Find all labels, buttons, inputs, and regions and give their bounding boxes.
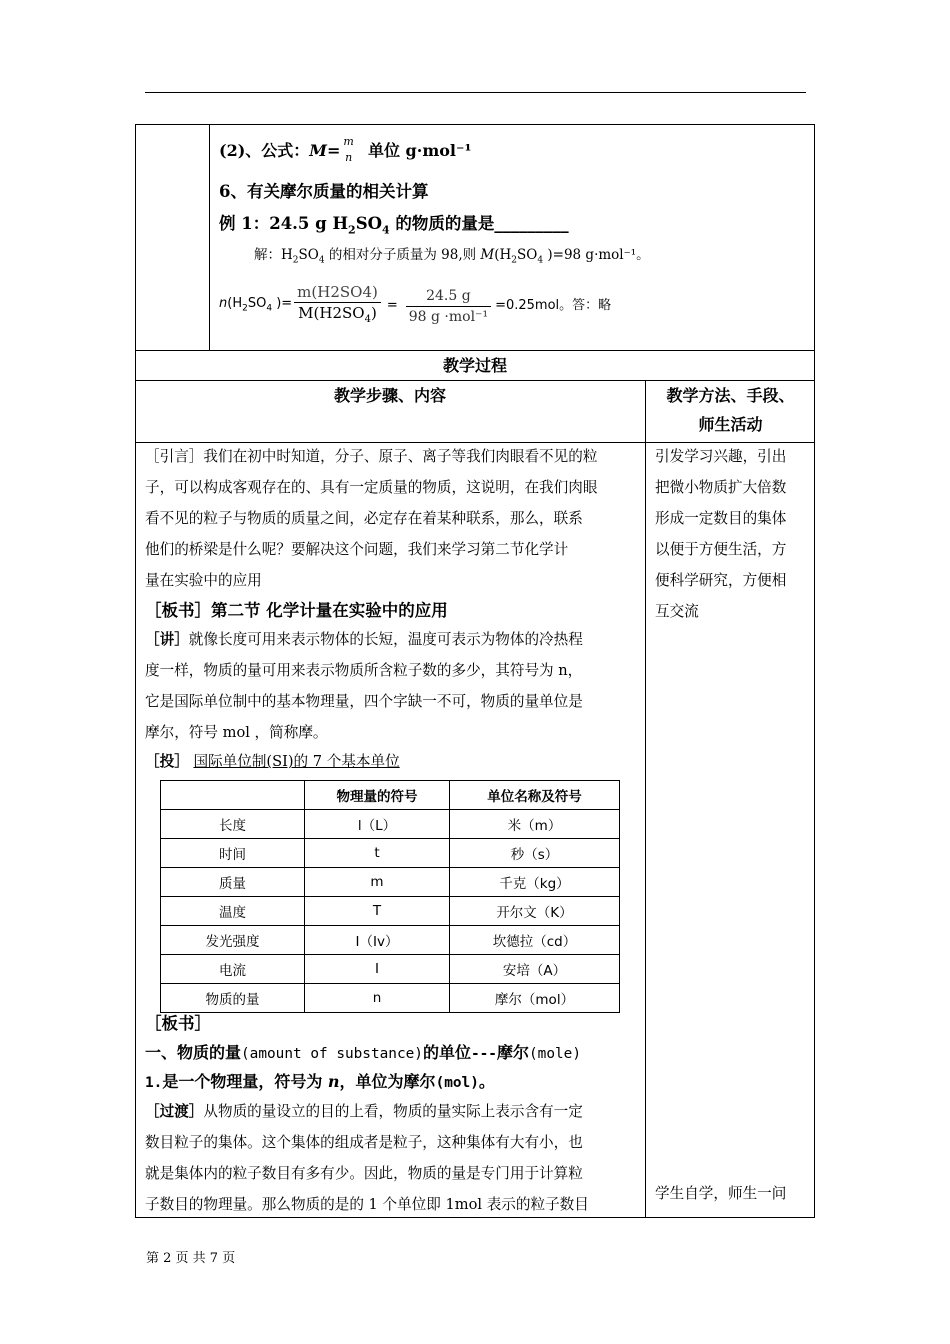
point1-n: n (327, 1072, 340, 1091)
example-so: SO (355, 214, 382, 233)
table-row (161, 839, 620, 868)
table-cell: 米（m） (450, 810, 620, 839)
project-tag: ［投］ (145, 753, 189, 770)
intro-tag: ［引言］ (145, 448, 204, 465)
heading-one-f: (mole) (529, 1046, 581, 1062)
table-cell: 秒（s） (450, 839, 620, 868)
calc-fraction-1 (294, 282, 381, 330)
calc-left-end: )= (272, 295, 293, 311)
calc-frac2-den: 98 g ·mol⁻¹ (408, 308, 489, 325)
calc-eq: = (386, 298, 398, 313)
top-left-column-divider (209, 124, 210, 350)
table-row (161, 868, 620, 897)
table-header: 单位名称及符号 (450, 781, 620, 810)
side-note-line: 便科学研究，方便相 (655, 572, 787, 589)
table-cell: l（L） (305, 810, 450, 839)
col1-header: 教学步骤、内容 (333, 386, 446, 405)
solution-line (254, 242, 650, 274)
formula-unit: 单位 g·mol⁻¹ (367, 141, 472, 160)
formula-den: n (345, 151, 353, 164)
header-rule (145, 92, 806, 93)
calc-left-so: SO (247, 295, 267, 311)
heading-6: 6、有关摩尔质量的相关计算 (219, 182, 429, 201)
table-cell: 时间 (161, 839, 305, 868)
process-title: 教学过程 (442, 356, 507, 375)
board-heading-1: ［板书］第二节 化学计量在实验中的应用 (145, 601, 448, 620)
project-line (145, 746, 400, 777)
calc-line (219, 282, 611, 330)
calc-left: (H (227, 295, 243, 311)
calc-frac1-den (294, 303, 381, 330)
transition-line-3: 子数目的物理量。那么物质的是的 1 个单位即 1mol 表示的粒子数目 (145, 1196, 589, 1213)
heading-one (145, 1039, 581, 1068)
transition-line-0 (145, 1096, 583, 1127)
calc-left-sub2: 2 (242, 303, 248, 314)
table-header: 物理量的符号 (305, 781, 450, 810)
table-header (161, 781, 305, 810)
solution-sub4: 4 (318, 255, 325, 266)
example-1 (219, 210, 569, 244)
heading-one-e: 摩尔 (496, 1043, 529, 1062)
solution-paren-so: SO (517, 247, 538, 263)
table-cell: 长度 (161, 810, 305, 839)
side-note-line: 互交流 (655, 603, 699, 620)
transition-tag: ［过渡］ (145, 1103, 204, 1120)
table-row (161, 810, 620, 839)
point1-b: 是一个物理量，符号为 (162, 1072, 328, 1091)
intro-line-1: 子，可以构成客观存在的、具有一定质量的物质，这说明，在我们肉眼 (145, 479, 598, 496)
table-cell: 摩尔（mol） (450, 984, 620, 1013)
table-cell: m (305, 868, 450, 897)
table-cell: 安培（A） (450, 955, 620, 984)
example-sub4: 4 (381, 223, 390, 237)
table-cell: 发光强度 (161, 926, 305, 955)
heading-one-a: 一、物质的量 (145, 1043, 242, 1062)
table-cell: I (305, 955, 450, 984)
calc-frac1-den-a: M(H2SO (298, 304, 365, 322)
intro-line-4: 量在实验中的应用 (145, 572, 262, 589)
page-footer: 第 2 页 共 7 页 (146, 1251, 236, 1266)
heading-one-d: --- (470, 1046, 497, 1062)
calc-frac1-num: m(H2SO4) (294, 282, 381, 303)
si-units-table (160, 780, 620, 1013)
formula-label: (2)、公式： (219, 141, 310, 160)
transition-line-1: 数目粒子的集体。这个集体的组成者是粒子，这种集体有大有小，也 (145, 1134, 583, 1151)
formula-line (219, 133, 471, 169)
point1-d: (mol) (435, 1075, 479, 1091)
side-note-line: 引发学习兴趣，引出 (655, 448, 787, 465)
solution-sub2: 2 (292, 255, 299, 266)
calc-frac2-num: 24.5 g (406, 286, 491, 307)
formula-num: m (343, 135, 354, 148)
table-row (161, 984, 620, 1013)
side-note-line: 以便于方便生活，方 (655, 541, 787, 558)
calc-n: n (219, 295, 228, 311)
method-column-divider (645, 380, 646, 1218)
intro-text: 我们在初中时知道，分子、原子、离子等我们肉眼看不见的粒 (203, 448, 598, 465)
calc-left-sub4: 4 (266, 303, 273, 314)
table-row (161, 926, 620, 955)
lecture-line-0 (145, 624, 583, 655)
board-tag-2: ［板书］ (145, 1014, 211, 1033)
table-cell: 温度 (161, 897, 305, 926)
solution-M: M (480, 247, 495, 263)
solution-paren-open: (H (494, 247, 512, 263)
point-1 (145, 1068, 495, 1097)
transition-line-2: 就是集体内的粒子数目有多有少。因此，物质的量是专门用于计算粒 (145, 1165, 583, 1182)
side-note-line: 形成一定数目的集体 (655, 510, 787, 527)
lecture-text: 就像长度可用来表示物体的长短，温度可表示为物体的冷热程 (188, 631, 583, 648)
table-cell: 千克（kg） (450, 868, 620, 897)
solution-paren-sub4: 4 (537, 255, 544, 266)
solution-prefix: 解：H (254, 247, 293, 263)
example-rest: 的物质的量是_________ (389, 214, 569, 233)
example-label: 例 1：24.5 g H (219, 214, 349, 233)
table-cell: 坎德拉（cd） (450, 926, 620, 955)
transition-text: 从物质的量设立的目的上看，物质的量实际上表示含有一定 (203, 1103, 583, 1120)
table-cell: T (305, 897, 450, 926)
table-row (161, 955, 620, 984)
calc-result: =0.25mol。答：略 (495, 298, 612, 313)
intro-line-3: 他们的桥梁是什么呢？要解决这个问题，我们来学习第二节化学计 (145, 541, 569, 558)
formula-fraction (340, 134, 356, 166)
solution-so: SO (298, 247, 319, 263)
calc-frac1-den-sub: 4 (364, 314, 371, 325)
lecture-line-3: 摩尔，符号 mol ，简称摩。 (145, 724, 328, 741)
heading-one-b: (amount of substance) (241, 1046, 423, 1062)
intro-line-0 (145, 441, 597, 472)
table-cell: I（Iv） (305, 926, 450, 955)
point1-e: 。 (478, 1072, 495, 1091)
table-cell: 物质的量 (161, 984, 305, 1013)
col2-header-line1: 教学方法、手段、 (666, 386, 795, 405)
lecture-line-1: 度一样，物质的量可用来表示物质所含粒子数的多少，其符号为 n， (145, 662, 583, 679)
table-cell: t (305, 839, 450, 868)
table-cell: 质量 (161, 868, 305, 897)
lecture-tag: ［讲］ (145, 631, 189, 648)
calc-frac1-den-b: ) (370, 304, 377, 322)
side-note-line: 把微小物质扩大倍数 (655, 479, 787, 496)
table-cell: 开尔文（K） (450, 897, 620, 926)
heading-one-c: 的单位 (422, 1043, 471, 1062)
point1-c: ，单位为摩尔 (339, 1072, 436, 1091)
lecture-line-2: 它是国际单位制中的基本物理量，四个字缺一不可，物质的量单位是 (145, 693, 583, 710)
side-note-bottom: 学生自学，师生一问 (655, 1185, 787, 1202)
calc-fraction-2 (406, 286, 491, 327)
formula-M: M (309, 141, 327, 160)
intro-line-2: 看不见的粒子与物质的质量之间，必定存在着某种联系，那么，联系 (145, 510, 583, 527)
table-row (161, 897, 620, 926)
solution-paren-sub2: 2 (511, 255, 518, 266)
formula-eq: = (327, 141, 341, 160)
solution-mid: 的相对分子质量为 98,则 (324, 247, 481, 263)
example-sub2: 2 (348, 223, 356, 237)
table-cell: n (305, 984, 450, 1013)
project-text: 国际单位制(SI)的 7 个基本单位 (193, 753, 400, 770)
col2-header-line2: 师生活动 (698, 415, 763, 434)
table-header-row (161, 781, 620, 810)
table-cell: 电流 (161, 955, 305, 984)
solution-end: )=98 g·mol⁻¹。 (543, 247, 650, 263)
point1-a: 1. (145, 1075, 163, 1091)
